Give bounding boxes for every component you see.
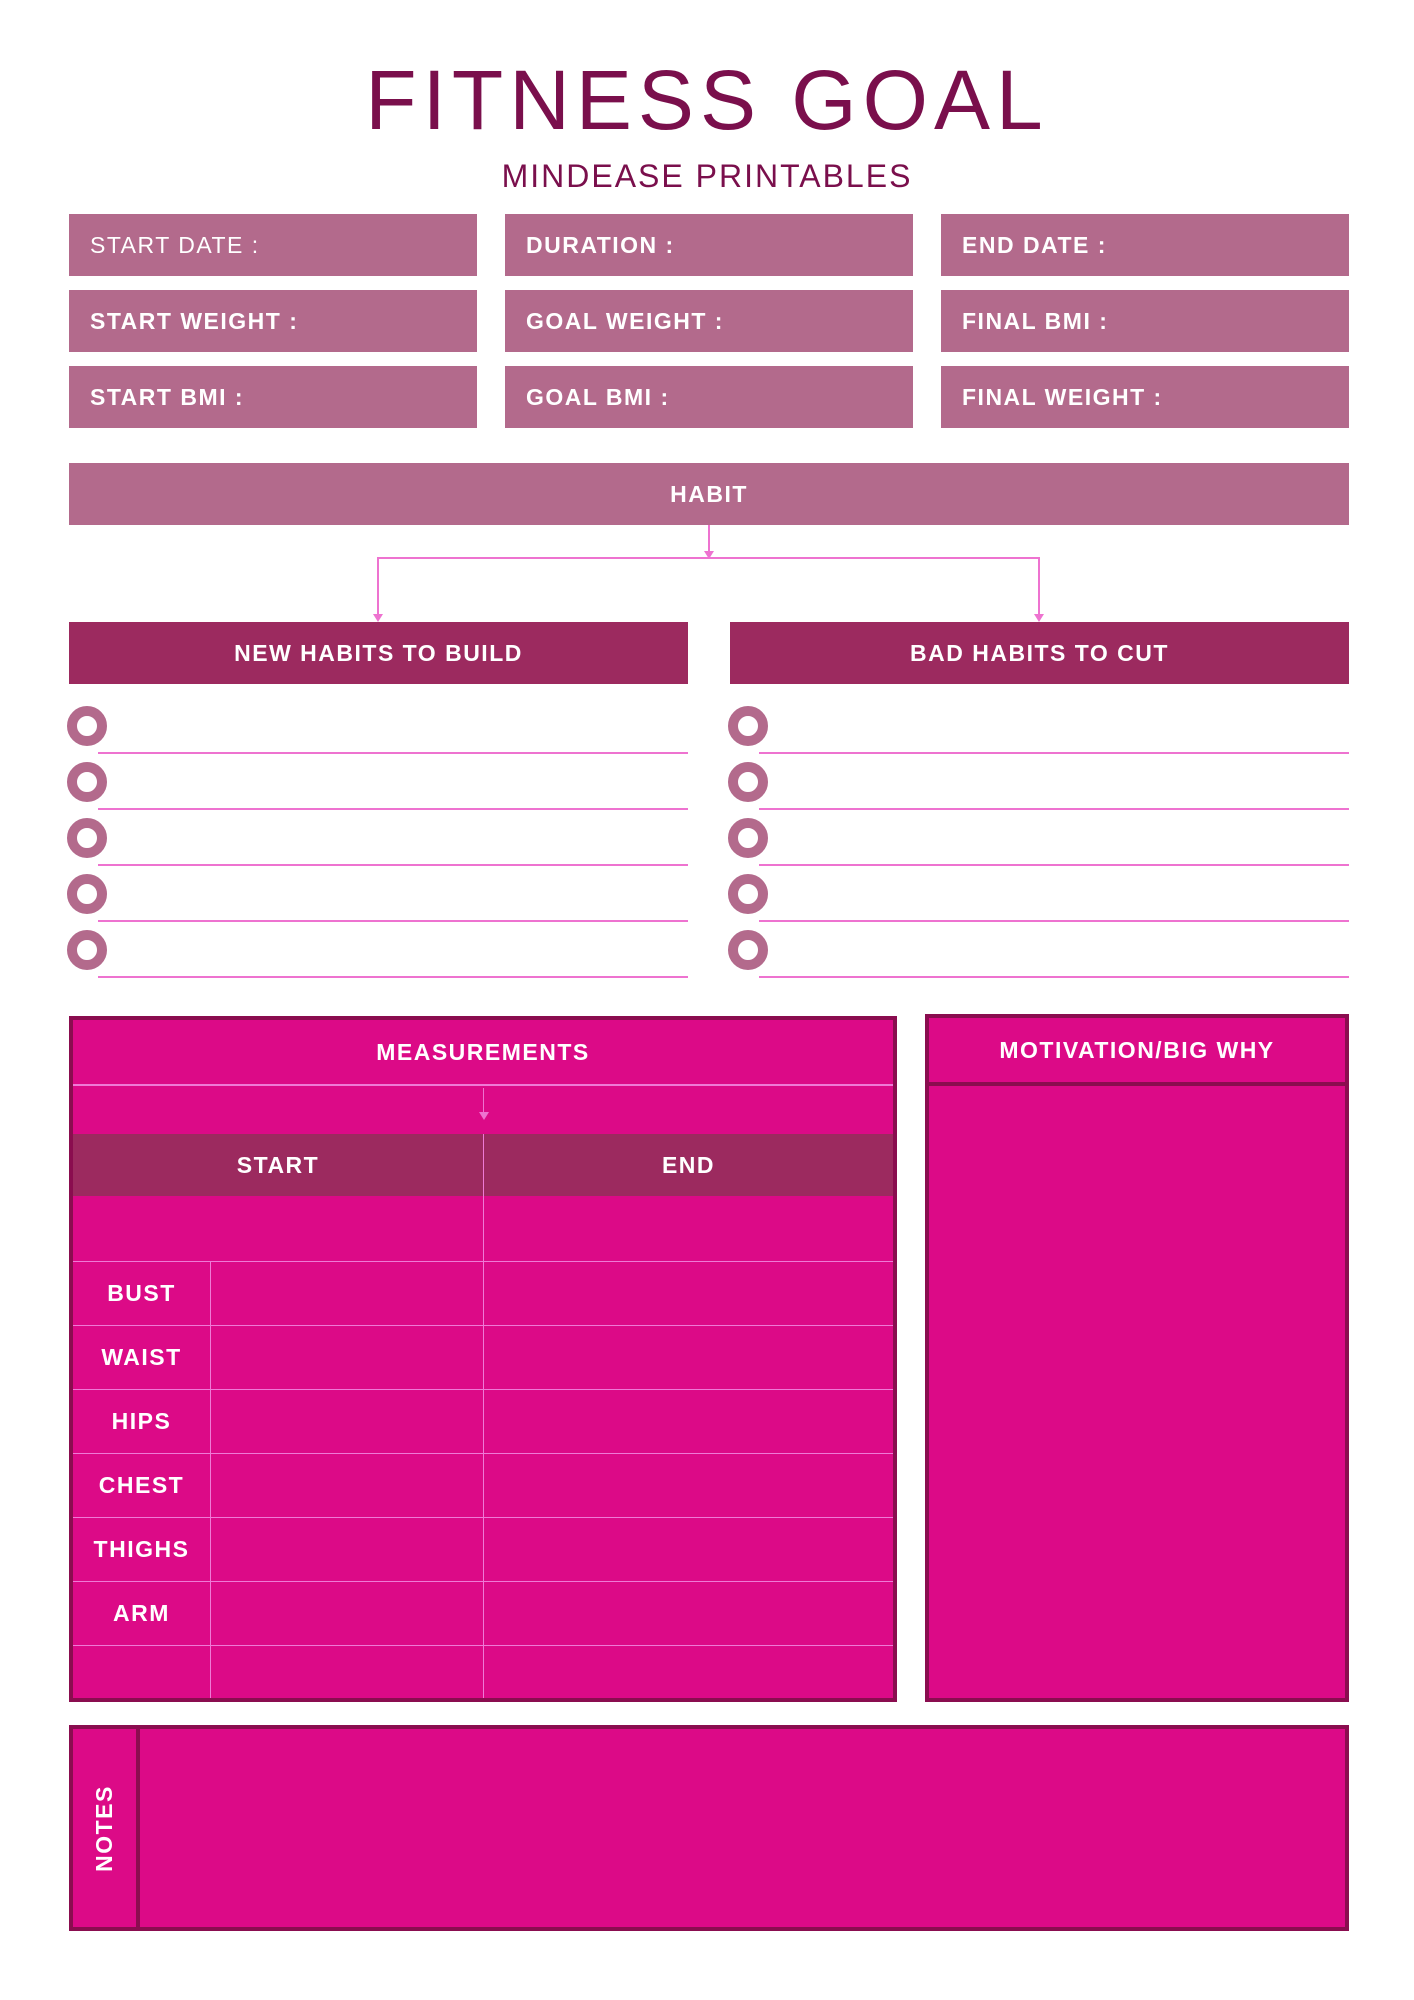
- notes-box[interactable]: [69, 1725, 1349, 1931]
- habit-line[interactable]: [759, 752, 1349, 754]
- habit-line[interactable]: [98, 864, 688, 866]
- habit-checkbox[interactable]: [67, 762, 107, 802]
- motivation-title: MOTIVATION/BIG WHY: [999, 1036, 1275, 1063]
- measurements-title: MEASUREMENTS: [376, 1039, 590, 1065]
- habit-checkbox[interactable]: [67, 706, 107, 746]
- column-divider: [483, 1134, 484, 1698]
- habit-checkbox[interactable]: [728, 818, 768, 858]
- habit-checkbox[interactable]: [728, 706, 768, 746]
- habit-line[interactable]: [759, 864, 1349, 866]
- end-date-field[interactable]: END DATE :: [941, 214, 1349, 276]
- notes-label: NOTES: [91, 1784, 118, 1872]
- connector-line: [1038, 557, 1040, 617]
- start-weight-field[interactable]: START WEIGHT :: [69, 290, 477, 352]
- habit-header: HABIT: [69, 463, 1349, 525]
- habit-checkbox[interactable]: [728, 874, 768, 914]
- label-divider: [210, 1261, 211, 1698]
- row-label-waist: WAIST: [101, 1344, 182, 1370]
- motivation-box[interactable]: [925, 1014, 1349, 1702]
- habit-line[interactable]: [759, 976, 1349, 978]
- habit-line[interactable]: [98, 808, 688, 810]
- row-label-chest: CHEST: [98, 1472, 185, 1498]
- habit-line[interactable]: [759, 920, 1349, 922]
- divider: [136, 1729, 140, 1927]
- goal-bmi-field[interactable]: GOAL BMI :: [505, 366, 913, 428]
- connector-line: [377, 557, 1040, 559]
- goal-weight-field[interactable]: GOAL WEIGHT :: [505, 290, 913, 352]
- habit-line[interactable]: [759, 808, 1349, 810]
- start-bmi-field[interactable]: START BMI :: [69, 366, 477, 428]
- row-divider: [73, 1645, 893, 1646]
- habit-checkbox[interactable]: [67, 874, 107, 914]
- habit-checkbox[interactable]: [67, 930, 107, 970]
- connector-line: [483, 1088, 484, 1114]
- new-habits-header: NEW HABITS TO BUILD: [69, 622, 688, 684]
- arrow-down-icon: [479, 1112, 489, 1120]
- habit-checkbox[interactable]: [728, 930, 768, 970]
- start-column-header: START: [73, 1134, 483, 1196]
- row-label-hips: HIPS: [111, 1408, 172, 1434]
- bad-habits-header: BAD HABITS TO CUT: [730, 622, 1349, 684]
- end-column-header: END: [484, 1134, 893, 1196]
- page-title: FITNESS GOAL: [365, 53, 1049, 147]
- divider: [929, 1082, 1345, 1086]
- start-date-field[interactable]: START DATE :: [69, 214, 477, 276]
- arrow-down-icon: [373, 614, 383, 622]
- arrow-down-icon: [1034, 614, 1044, 622]
- duration-field[interactable]: DURATION :: [505, 214, 913, 276]
- page-subtitle: MINDEASE PRINTABLES: [501, 158, 913, 194]
- final-bmi-field[interactable]: FINAL BMI :: [941, 290, 1349, 352]
- final-weight-field[interactable]: FINAL WEIGHT :: [941, 366, 1349, 428]
- habit-line[interactable]: [98, 976, 688, 978]
- habit-checkbox[interactable]: [67, 818, 107, 858]
- habit-checkbox[interactable]: [728, 762, 768, 802]
- divider: [73, 1084, 893, 1086]
- habit-line[interactable]: [98, 920, 688, 922]
- habit-line[interactable]: [98, 752, 688, 754]
- row-label-thighs: THIGHS: [93, 1536, 190, 1562]
- connector-line: [377, 557, 379, 617]
- notes-label-wrap: [73, 1729, 136, 1927]
- row-label-bust: BUST: [107, 1280, 176, 1306]
- row-label-arm: ARM: [113, 1600, 170, 1626]
